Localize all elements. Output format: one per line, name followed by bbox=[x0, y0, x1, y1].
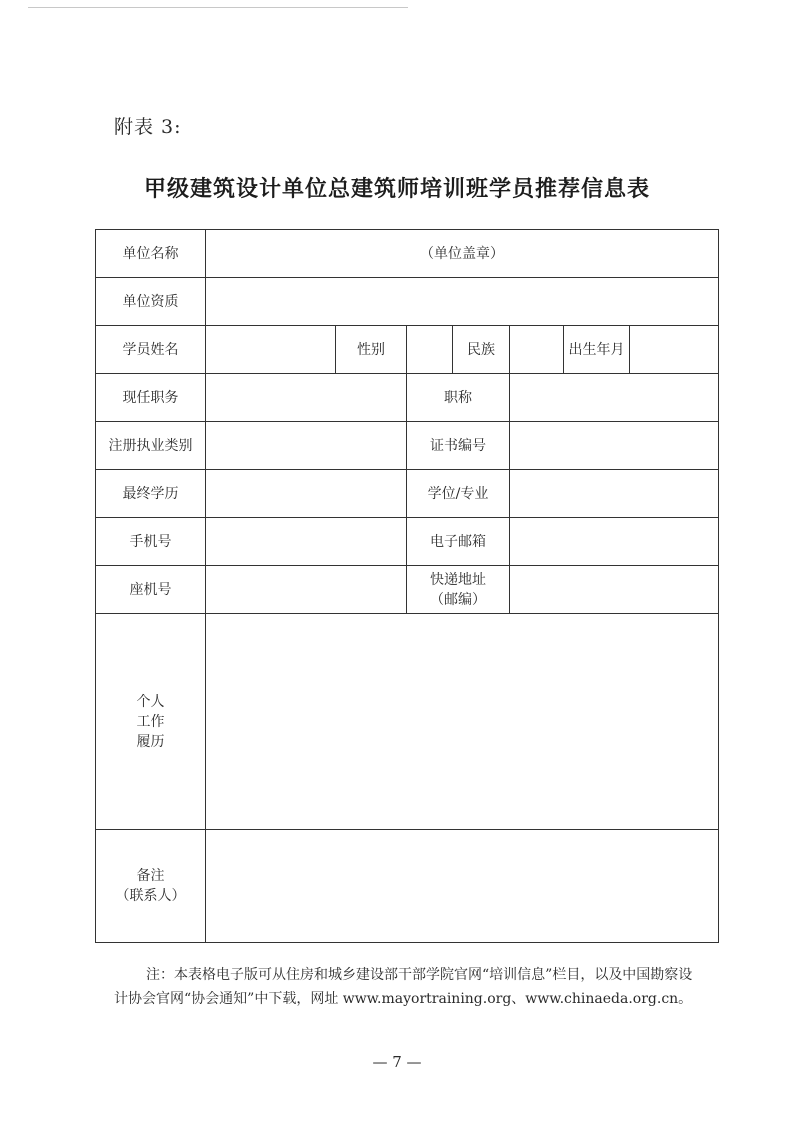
remarks-label-line1: 备注 bbox=[136, 868, 165, 884]
certificate-number-label: 证书编号 bbox=[407, 422, 510, 470]
resume-label-line2: 工作 bbox=[136, 713, 165, 730]
registration-category-label: 注册执业类别 bbox=[96, 422, 206, 470]
unit-qualification-field[interactable] bbox=[206, 278, 719, 326]
resume-label-line1: 个人 bbox=[136, 693, 165, 710]
resume-label bbox=[96, 614, 206, 830]
unit-name-label: 单位名称 bbox=[96, 230, 206, 278]
ethnicity-label: 民族 bbox=[453, 326, 510, 374]
row-remarks bbox=[96, 830, 719, 943]
resume-label-line3: 履历 bbox=[136, 733, 165, 750]
mobile-field[interactable] bbox=[206, 518, 407, 566]
row-mobile bbox=[96, 518, 719, 566]
unit-name-field[interactable]: （单位盖章） bbox=[206, 230, 719, 278]
certificate-number-field[interactable] bbox=[510, 422, 719, 470]
degree-major-field[interactable] bbox=[510, 470, 719, 518]
remarks-field[interactable] bbox=[206, 830, 719, 943]
unit-qualification-label: 单位资质 bbox=[96, 278, 206, 326]
remarks-label bbox=[96, 830, 206, 943]
current-position-label: 现任职务 bbox=[96, 374, 206, 422]
title-label: 职称 bbox=[407, 374, 510, 422]
row-student-info bbox=[96, 326, 719, 374]
mobile-label: 手机号 bbox=[96, 518, 206, 566]
remarks-label-line2: （联系人） bbox=[115, 888, 186, 904]
express-address-field[interactable] bbox=[510, 566, 719, 614]
row-resume bbox=[96, 614, 719, 830]
education-label: 最终学历 bbox=[96, 470, 206, 518]
current-position-field[interactable] bbox=[206, 374, 407, 422]
birth-label: 出生年月 bbox=[564, 326, 630, 374]
email-field[interactable] bbox=[510, 518, 719, 566]
express-address-label-line2: （邮编） bbox=[430, 591, 486, 608]
birth-field[interactable] bbox=[630, 326, 719, 374]
row-unit-name bbox=[96, 230, 719, 278]
registration-category-field[interactable] bbox=[206, 422, 407, 470]
email-label: 电子邮箱 bbox=[407, 518, 510, 566]
row-education bbox=[96, 470, 719, 518]
row-position bbox=[96, 374, 719, 422]
express-address-label-line1: 快递地址 bbox=[430, 571, 486, 588]
express-address-label bbox=[407, 566, 510, 614]
resume-field[interactable] bbox=[206, 614, 719, 830]
gender-field[interactable] bbox=[407, 326, 453, 374]
download-note: 注：本表格电子版可从住房和城乡建设部干部学院官网“培训信息”栏目，以及中国勘察设计协会官网“协会通知”中下载，网址 www.mayortraining.org、www.chinaeda.org.cn。 bbox=[114, 967, 693, 1007]
title-field[interactable] bbox=[510, 374, 719, 422]
row-registration bbox=[96, 422, 719, 470]
student-name-label: 学员姓名 bbox=[96, 326, 206, 374]
annex-label: 附表 3: bbox=[114, 116, 182, 138]
landline-label: 座机号 bbox=[96, 566, 206, 614]
row-unit-qualification bbox=[96, 278, 719, 326]
document-title: 甲级建筑设计单位总建筑师培训班学员推荐信息表 bbox=[143, 176, 650, 202]
student-name-field[interactable] bbox=[206, 326, 336, 374]
ethnicity-field[interactable] bbox=[510, 326, 564, 374]
top-scan-line bbox=[28, 7, 408, 8]
row-landline bbox=[96, 566, 719, 614]
recommendation-form-table bbox=[95, 229, 719, 943]
education-field[interactable] bbox=[206, 470, 407, 518]
page-number: — 7 — bbox=[372, 1053, 422, 1071]
landline-field[interactable] bbox=[206, 566, 407, 614]
degree-major-label: 学位/专业 bbox=[407, 470, 510, 518]
gender-label: 性别 bbox=[336, 326, 407, 374]
